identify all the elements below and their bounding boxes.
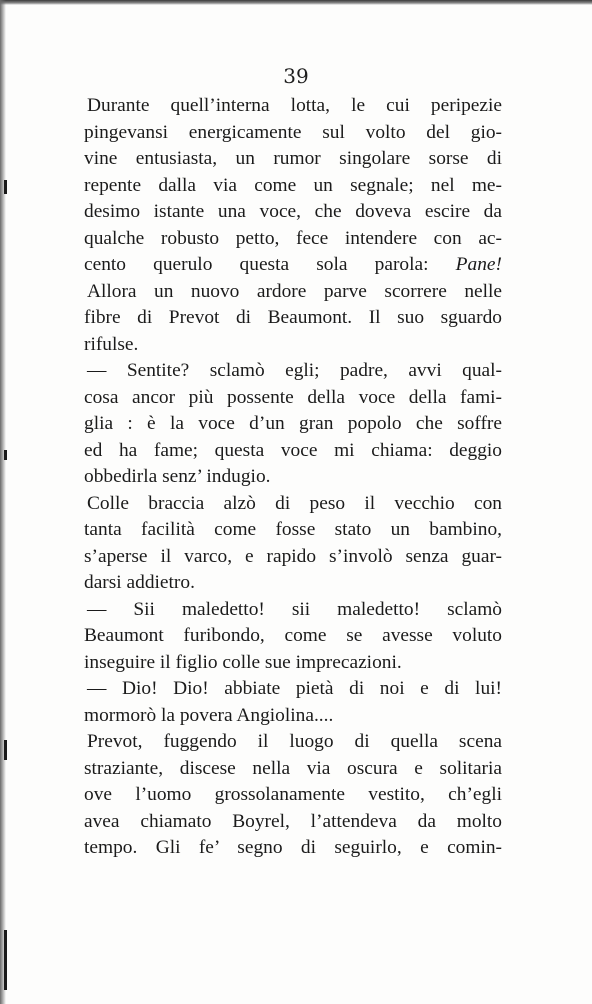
text-line (84, 358, 502, 385)
text-line (84, 305, 502, 332)
text-line-content: mormorò la povera Angiolina.... (84, 704, 334, 726)
text-line-content: Colle braccia alzò di peso il vecchio con (87, 492, 502, 514)
text-line-content: cento querulo questa sola parola: (84, 254, 429, 275)
text-line (84, 252, 502, 279)
text-line (84, 199, 502, 226)
text-line (84, 729, 502, 756)
text-line (84, 173, 502, 200)
text-line-content: ove l’uomo grossolanamente vestito, ch’egli (84, 784, 502, 805)
text-line (84, 782, 502, 809)
binding-mark (4, 180, 7, 194)
text-line-content: cosa ancor più possente della voce della fami- (84, 386, 502, 408)
text-line (84, 332, 502, 359)
text-line-content: Durante quell’interna lotta, le cui peripezie (87, 95, 502, 116)
text-line (84, 146, 502, 173)
binding-mark (4, 930, 7, 990)
binding-mark (4, 450, 7, 460)
text-line-content: desimo istante una voce, che doveva escire da (84, 201, 502, 222)
text-line (84, 411, 502, 438)
text-line (84, 226, 502, 253)
text-line (84, 491, 502, 518)
text-line (84, 597, 502, 624)
text-line (84, 438, 502, 465)
text-line (84, 650, 502, 677)
text-line-content: — Sentite? sclamò egli; padre, avvi qual- (87, 360, 502, 381)
text-line-content: Allora un nuovo ardore parve scorrere nelle (87, 280, 502, 302)
text-line (84, 570, 502, 597)
text-line (84, 676, 502, 703)
text-line-content: glia : è la voce d’un gran popolo che soffre (84, 413, 502, 434)
text-line-content: Beaumont furibondo, come se avesse voluto (84, 625, 502, 646)
text-line-content: inseguire il figlio colle sue imprecazioni. (84, 651, 402, 673)
text-line (84, 517, 502, 544)
text-line-content: ed ha fame; questa voce mi chiama: deggio (84, 439, 502, 461)
text-line-content: repente dalla via come un segnale; nel me- (84, 174, 502, 196)
text-line (84, 756, 502, 783)
text-line (84, 120, 502, 147)
text-line (84, 809, 502, 836)
text-line-content: tempo. Gli fe’ segno di seguirlo, e comin- (84, 837, 502, 858)
text-line-content: tanta facilità come fosse stato un bambino, (84, 519, 502, 540)
text-line-content: avea chiamato Boyrel, l’attendeva da molto (84, 810, 502, 832)
text-line-content: straziante, discese nella via oscura e solitaria (84, 757, 502, 779)
page-number: 39 (283, 64, 309, 88)
page-binding-edge (0, 0, 6, 1004)
text-line-content: darsi addietro. (84, 572, 195, 593)
text-line (84, 623, 502, 650)
text-line (84, 385, 502, 412)
binding-mark (4, 740, 7, 760)
text-line-content: rifulse. (84, 333, 139, 355)
text-line-content: fibre di Prevot di Beaumont. Il suo sguardo (84, 307, 502, 328)
text-line-content: vine entusiasta, un rumor singolare sorse di (84, 148, 502, 169)
text-line (84, 93, 502, 120)
text-line (84, 544, 502, 571)
text-line-content: obbedirla senz’ indugio. (84, 466, 271, 487)
text-line-content: s’aperse il varco, e rapido s’involò senza guar- (84, 545, 502, 567)
text-line-content: Prevot, fuggendo il luogo di quella scena (87, 731, 502, 752)
italic-word: Pane! (455, 254, 502, 275)
text-line-content: — Sii maledetto! sii maledetto! sclamò (87, 598, 502, 620)
text-line (84, 464, 502, 491)
page-top-edge (0, 0, 592, 5)
text-line-content: pingevansi energicamente sul volto del gio- (84, 121, 502, 143)
text-line-content: — Dio! Dio! abbiate pietà di noi e di lui! (87, 678, 502, 699)
text-line-content: qualche robusto petto, fece intendere con ac- (84, 227, 502, 249)
text-line (84, 279, 502, 306)
text-line (84, 703, 502, 730)
text-line (84, 835, 502, 862)
body-text (84, 93, 502, 862)
